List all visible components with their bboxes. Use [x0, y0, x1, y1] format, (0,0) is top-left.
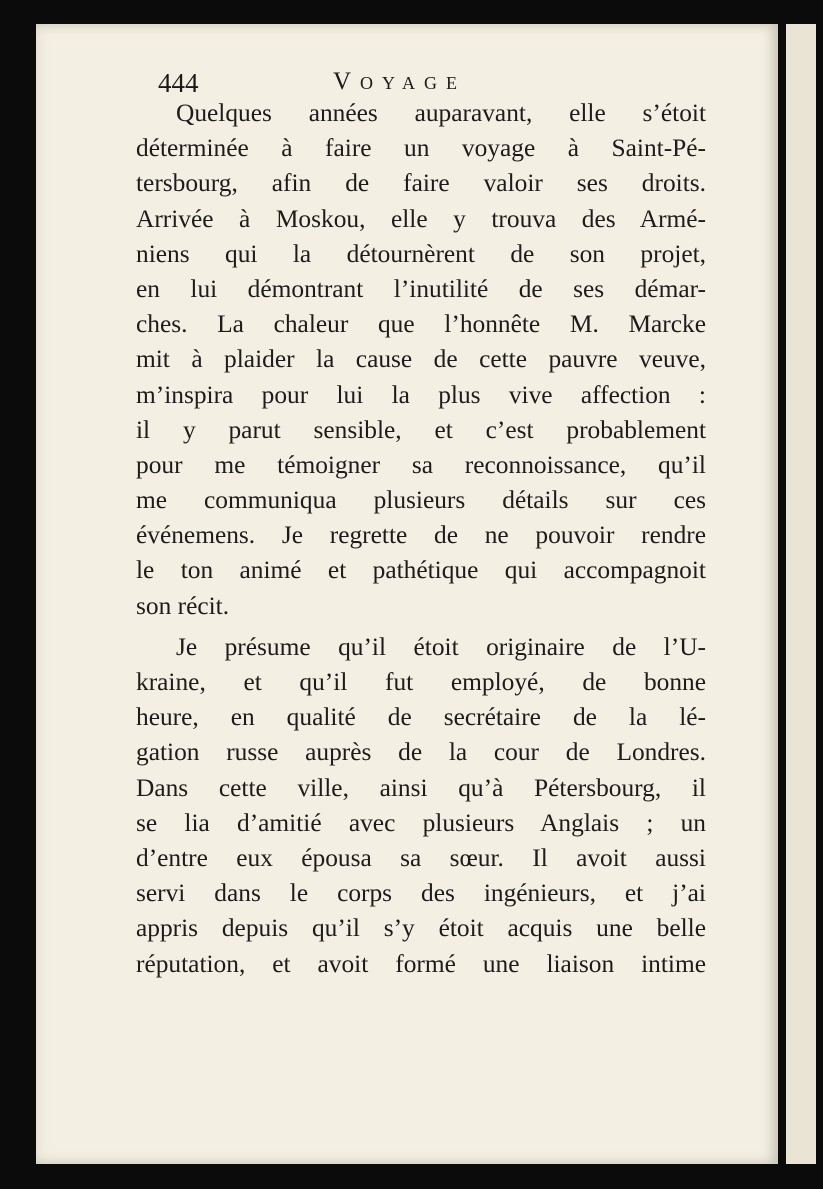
text-line: gation russe auprès de la cour de Londres.	[136, 738, 706, 767]
text-line: d’entre eux épousa sa sœur. Il avoit aussi	[136, 843, 706, 872]
paragraph-2	[136, 630, 706, 982]
text-line: Quelques années auparavant, elle s’étoit	[176, 99, 706, 127]
text-line: servi dans le corps des ingénieurs, et j’ai	[136, 879, 706, 908]
text-line: me communiqua plusieurs détails sur ces	[136, 486, 706, 515]
text-line: ches. La chaleur que l’honnête M. Marcke	[136, 310, 706, 339]
page-number: 444	[158, 68, 199, 98]
text-line: Je présume qu’il étoit originaire de l’U-	[176, 632, 706, 661]
running-title: Voyage	[333, 68, 467, 95]
adjacent-page-edge	[786, 24, 816, 1164]
text-line: mit à plaider la cause de cette pauvre veuve,	[136, 345, 706, 374]
text-line: Arrivée à Moskou, elle y trouva des Armé-	[136, 204, 706, 233]
text-line: réputation, et avoit formé une liaison intime	[136, 949, 706, 978]
body-text	[136, 96, 706, 982]
text-line: heure, en qualité de secrétaire de la lé-	[136, 703, 706, 732]
text-line: son récit.	[136, 591, 230, 620]
text-line: pour me témoigner sa reconnoissance, qu’il	[136, 450, 706, 479]
text-line: il y parut sensible, et c’est probablement	[136, 415, 706, 444]
text-line: tersbourg, afin de faire valoir ses droits.	[136, 169, 706, 198]
text-line: m’inspira pour lui la plus vive affection :	[136, 380, 706, 409]
text-line: déterminée à faire un voyage à Saint-Pé-	[136, 134, 706, 163]
text-line: se lia d’amitié avec plusieurs Anglais ; un	[136, 808, 706, 837]
text-line: en lui démontrant l’inutilité de ses démar-	[136, 274, 706, 303]
paragraph-1	[136, 96, 706, 624]
text-line: kraine, et qu’il fut employé, de bonne	[136, 668, 706, 696]
text-line: appris depuis qu’il s’y étoit acquis une belle	[136, 914, 706, 943]
text-line: niens qui la détournèrent de son projet,	[136, 239, 706, 268]
text-line: le ton animé et pathétique qui accompagnoit	[136, 556, 706, 585]
text-line: Dans cette ville, ainsi qu’à Pétersbourg, il	[136, 773, 706, 802]
text-line: événemens. Je regrette de ne pouvoir rendre	[136, 521, 706, 550]
